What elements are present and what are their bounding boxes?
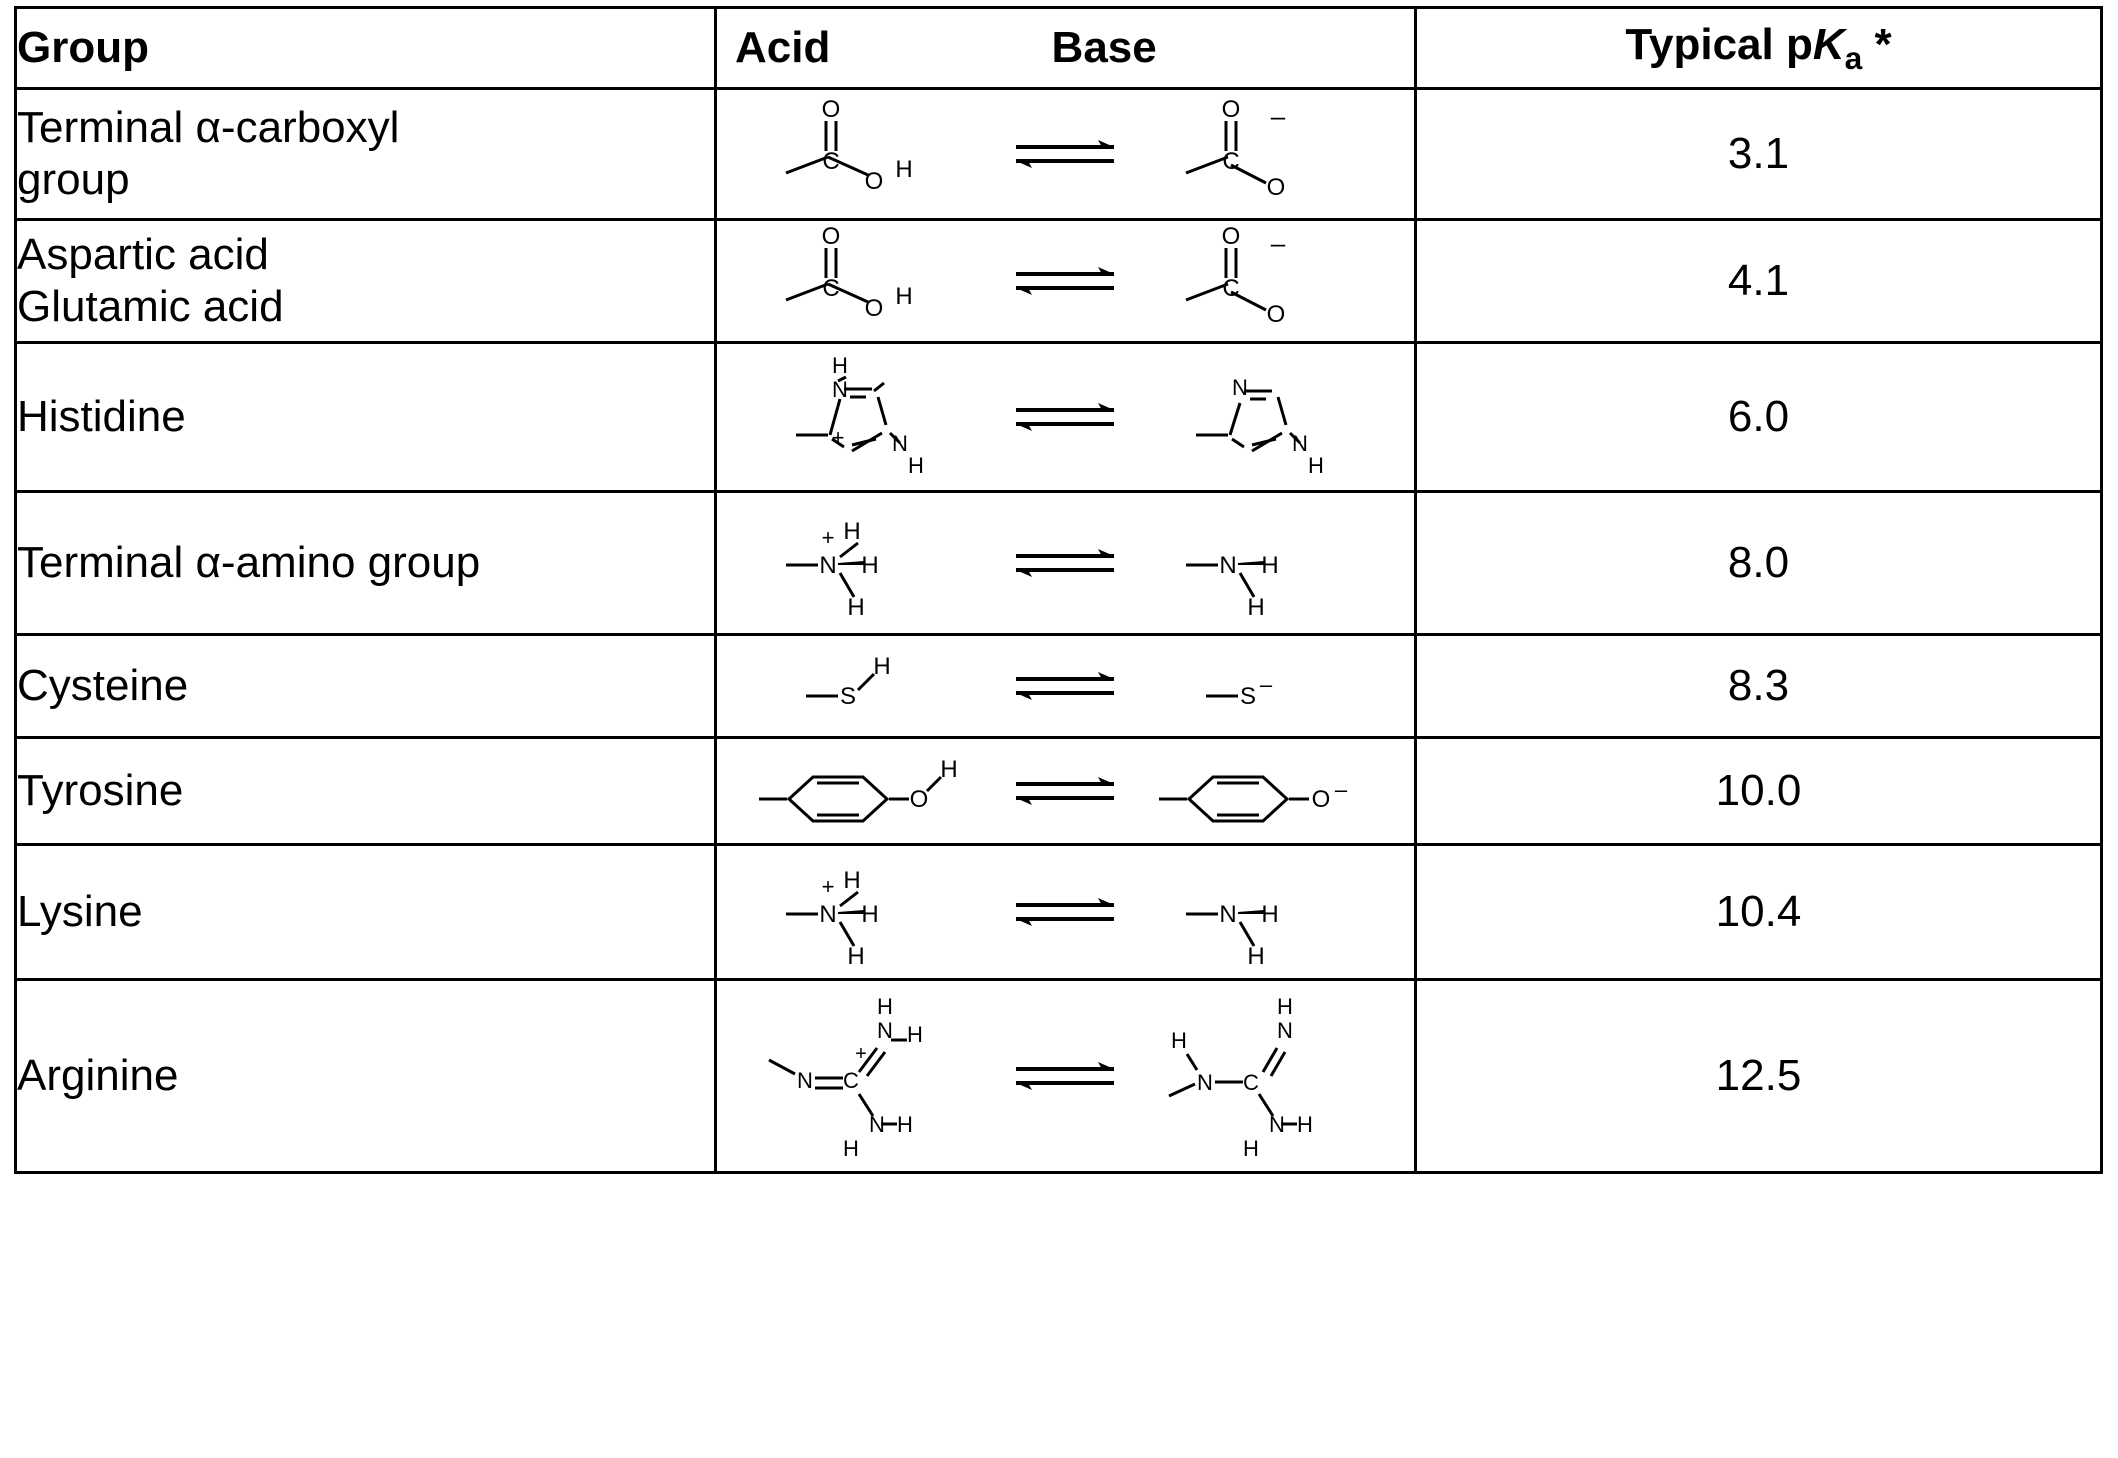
header-pka-star: * <box>1862 19 1892 69</box>
svg-text:H: H <box>1307 453 1324 478</box>
svg-text:N: N <box>1218 552 1237 579</box>
pka-cell: 10.0 <box>1416 738 2102 845</box>
base-structure-carboxylate-icon <box>1141 222 1391 340</box>
header-pka-subscript: a <box>1844 39 1863 76</box>
table-row <box>16 343 2102 492</box>
table-row <box>16 89 2102 220</box>
table-row <box>16 492 2102 635</box>
svg-text:H: H <box>1260 552 1279 579</box>
svg-text:C: C <box>821 275 840 302</box>
equilibrium-arrow-icon <box>991 254 1141 308</box>
header-row <box>16 8 2102 89</box>
table-row <box>16 845 2102 980</box>
pka-cell: 8.3 <box>1416 635 2102 738</box>
reaction-cell <box>716 980 1416 1173</box>
reaction-cell <box>716 845 1416 980</box>
group-cell <box>16 980 716 1173</box>
group-cell <box>16 343 716 492</box>
svg-text:C: C <box>1242 1070 1259 1095</box>
svg-text:N: N <box>1231 375 1248 400</box>
group-cell <box>16 738 716 845</box>
svg-text:N: N <box>831 377 848 402</box>
svg-text:H: H <box>860 552 879 579</box>
header-group: Group <box>16 8 716 89</box>
svg-text:H: H <box>846 594 865 621</box>
svg-text:H: H <box>876 994 893 1019</box>
acid-structure-thiol-icon <box>741 646 991 726</box>
svg-text:O: O <box>1221 96 1240 123</box>
header-base: Base <box>1051 23 1157 72</box>
svg-text:O: O <box>864 168 883 195</box>
svg-text:N: N <box>796 1068 813 1093</box>
group-cell <box>16 845 716 980</box>
header-pka <box>1416 8 2102 89</box>
base-structure-guanidine-icon <box>1141 986 1391 1166</box>
group-label-line1: Tyrosine <box>17 766 184 816</box>
svg-text:N: N <box>1276 1018 1293 1043</box>
acid-structure-ammonium-icon <box>741 503 991 623</box>
acid-structure-phenol-icon <box>741 747 991 835</box>
equilibrium-arrow-icon <box>991 659 1141 713</box>
group-cell <box>16 492 716 635</box>
svg-text:H: H <box>1242 1136 1259 1161</box>
table-row <box>16 220 2102 343</box>
group-label-line2: Glutamic acid <box>17 282 284 331</box>
svg-text:H: H <box>860 901 879 928</box>
table-header <box>16 8 2102 89</box>
base-structure-thiolate-icon <box>1141 646 1391 726</box>
equilibrium-arrow-icon <box>991 764 1141 818</box>
reaction-cell <box>716 738 1416 845</box>
table-body <box>16 89 2102 1173</box>
group-label-line1: Arginine <box>17 1051 179 1101</box>
svg-text:+: + <box>854 1043 867 1065</box>
svg-text:S: S <box>839 683 856 710</box>
group-cell <box>16 220 716 343</box>
svg-text:H: H <box>1246 943 1265 970</box>
svg-text:H: H <box>894 156 913 183</box>
reaction-cell <box>716 343 1416 492</box>
base-structure-amine-icon <box>1141 852 1391 972</box>
group-label-line1: Lysine <box>17 887 143 937</box>
amino-acid-pka-table <box>14 6 2103 1174</box>
svg-text:O: O <box>1311 786 1330 813</box>
reaction-cell <box>716 492 1416 635</box>
svg-text:C: C <box>1221 148 1240 175</box>
equilibrium-arrow-icon <box>991 390 1141 444</box>
svg-text:N: N <box>818 552 837 579</box>
svg-text:O: O <box>821 223 840 250</box>
svg-text:–: – <box>1334 777 1347 802</box>
reaction-cell <box>716 635 1416 738</box>
group-label-line1: Terminal α-amino group <box>17 538 481 588</box>
base-structure-imidazole-icon <box>1141 347 1391 487</box>
equilibrium-arrow-icon <box>991 536 1141 590</box>
svg-text:N: N <box>868 1112 885 1137</box>
svg-text:H: H <box>842 867 861 894</box>
svg-text:H: H <box>842 518 861 545</box>
equilibrium-arrow-icon <box>991 885 1141 939</box>
group-label-line1: Cysteine <box>17 661 189 711</box>
svg-text:+: + <box>831 425 844 450</box>
svg-text:O: O <box>1266 301 1285 328</box>
svg-text:N: N <box>818 901 837 928</box>
svg-text:N: N <box>891 431 908 456</box>
svg-text:N: N <box>1291 431 1308 456</box>
pka-cell: 3.1 <box>1416 89 2102 220</box>
svg-text:H: H <box>872 653 891 680</box>
acid-structure-ammonium-icon <box>741 852 991 972</box>
svg-text:H: H <box>906 1022 923 1047</box>
svg-text:S: S <box>1239 683 1256 710</box>
svg-text:–: – <box>1259 672 1272 697</box>
svg-text:H: H <box>894 283 913 310</box>
svg-text:O: O <box>1221 223 1240 250</box>
svg-text:N: N <box>1268 1112 1285 1137</box>
base-structure-phenolate-icon <box>1141 747 1391 835</box>
group-cell <box>16 635 716 738</box>
svg-text:O: O <box>1266 174 1285 201</box>
header-acid-base <box>716 8 1416 89</box>
pka-cell: 12.5 <box>1416 980 2102 1173</box>
group-label-line1: Histidine <box>17 392 186 442</box>
group-label-line1: Terminal α-carboxyl <box>17 103 400 153</box>
svg-text:H: H <box>896 1112 913 1137</box>
svg-text:O: O <box>864 295 883 322</box>
reaction-cell <box>716 89 1416 220</box>
svg-text:H: H <box>1170 1028 1187 1053</box>
pka-cell: 8.0 <box>1416 492 2102 635</box>
svg-text:H: H <box>831 353 848 378</box>
svg-text:H: H <box>907 453 924 478</box>
svg-text:O: O <box>909 786 928 813</box>
table-row <box>16 980 2102 1173</box>
svg-text:C: C <box>1221 275 1240 302</box>
svg-text:H: H <box>1296 1112 1313 1137</box>
reaction-cell <box>716 220 1416 343</box>
svg-text:H: H <box>1260 901 1279 928</box>
svg-text:H: H <box>1246 594 1265 621</box>
svg-text:N: N <box>1218 901 1237 928</box>
table-row <box>16 635 2102 738</box>
header-pka-prefix: Typical p <box>1625 19 1813 69</box>
svg-text:N: N <box>876 1018 893 1043</box>
equilibrium-arrow-icon <box>991 127 1141 181</box>
table-row <box>16 738 2102 845</box>
pka-cell: 4.1 <box>1416 220 2102 343</box>
svg-text:O: O <box>821 96 840 123</box>
svg-text:–: – <box>1270 228 1285 258</box>
acid-structure-carboxylic-acid-icon <box>741 222 991 340</box>
svg-text:N: N <box>1196 1070 1213 1095</box>
pka-cell: 6.0 <box>1416 343 2102 492</box>
svg-text:C: C <box>842 1068 859 1093</box>
acid-structure-carboxylic-acid-icon <box>741 95 991 213</box>
pka-cell: 10.4 <box>1416 845 2102 980</box>
svg-text:H: H <box>842 1136 859 1161</box>
svg-text:C: C <box>821 148 840 175</box>
svg-text:H: H <box>846 943 865 970</box>
header-acid: Acid <box>735 23 831 72</box>
group-label-line1: Aspartic acid <box>17 230 269 280</box>
group-cell <box>16 89 716 220</box>
svg-text:–: – <box>1270 101 1285 131</box>
svg-text:+: + <box>821 874 834 899</box>
acid-structure-guanidinium-icon <box>741 986 991 1166</box>
base-structure-carboxylate-icon <box>1141 95 1391 213</box>
svg-text:H: H <box>1276 994 1293 1019</box>
equilibrium-arrow-icon <box>991 1049 1141 1103</box>
base-structure-amine-icon <box>1141 503 1391 623</box>
header-pka-k: K <box>1812 19 1845 69</box>
svg-text:+: + <box>821 525 834 550</box>
acid-structure-imidazolium-icon <box>741 347 991 487</box>
group-label-line2: group <box>17 155 130 204</box>
svg-text:H: H <box>939 756 958 783</box>
